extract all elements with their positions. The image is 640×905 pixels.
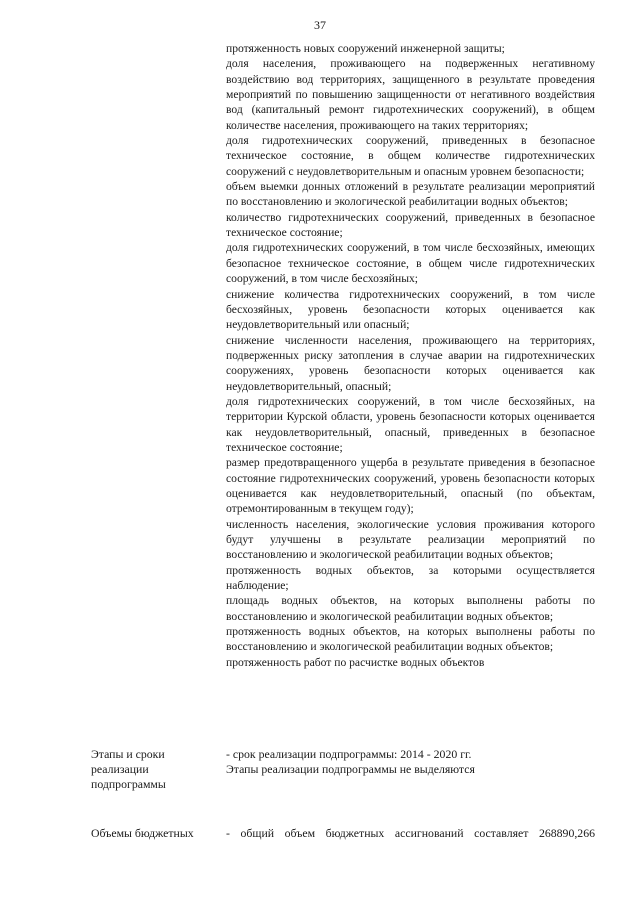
indicator-item: размер предотвращенного ущерба в результате приведения в безопасное состояние гидротехнических сооружений, уровень безопасности которых оценивается как неудовлетворительный, опасный (по объектам, отремонтированным в текущем году); bbox=[226, 456, 595, 516]
stages-label-line: реализации bbox=[91, 762, 149, 776]
budget-value-line: - общий объем бюджетных ассигнований составляет 268890,266 bbox=[226, 826, 595, 840]
indicator-item: протяженность работ по расчистке водных объектов bbox=[226, 655, 485, 669]
page-number: 37 bbox=[314, 18, 326, 32]
stages-value-line: Этапы реализации подпрограммы не выделяются bbox=[226, 762, 475, 776]
indicator-item: снижение численности населения, проживающего на территориях, подверженных риску затопления в случае аварии на гидротехнических сооружениях, уровень безопасности которых оценивается как неудовлетворительный, опасный; bbox=[226, 333, 595, 393]
stages-value bbox=[226, 747, 595, 777]
stages-label-line: подпрограммы bbox=[91, 777, 166, 791]
indicator-item: снижение количества гидротехнических сооружений, в том числе бесхозяйных, уровень безопасности которых оценивается как неудовлетворительный или опасный; bbox=[226, 287, 595, 332]
stages-value-line: - срок реализации подпрограммы: 2014 - 2020 гг. bbox=[226, 747, 472, 761]
indicator-item: доля населения, проживающего на подверженных негативному воздействию вод территориях, защищенного в результате проведения мероприятий по повышению защищенности от негативного воздействия вод (капитальный ремонт гидротехнических сооружений), в общем количестве населения, проживающего на таких территориях; bbox=[226, 57, 595, 132]
indicator-item: доля гидротехнических сооружений, приведенных в безопасное техническое состояние, в общем количестве гидротехнических сооружений с неудовлетворительным и опасным уровнем безопасности; bbox=[226, 134, 595, 178]
indicator-list bbox=[226, 41, 595, 670]
indicator-item: доля гидротехнических сооружений, в том числе бесхозяйных, на территории Курской области, уровень безопасности которых оценивается как неудовлетворительный, опасный, приведенных в безопасное техническое состояние; bbox=[226, 394, 595, 454]
indicator-item: площадь водных объектов, на которых выполнены работы по восстановлению и экологической реабилитации водных объектов; bbox=[226, 594, 595, 623]
budget-label bbox=[91, 826, 211, 841]
indicator-item: протяженность водных объектов, на которых выполнены работы по восстановлению и экологической реабилитации водных объектов; bbox=[226, 625, 595, 654]
stages-label-line: Этапы и сроки bbox=[91, 747, 165, 761]
indicator-item: объем выемки донных отложений в результате реализации мероприятий по восстановлению и экологической реабилитации водных объектов; bbox=[226, 180, 595, 209]
indicator-item: численность населения, экологические условия проживания которого будут улучшены в результате реализации мероприятий по восстановлению и экологической реабилитации водных объектов; bbox=[226, 517, 595, 562]
indicator-item: количество гидротехнических сооружений, приведенных в безопасное техническое состояние; bbox=[226, 210, 595, 240]
indicator-item: протяженность водных объектов, за которыми осуществляется наблюдение; bbox=[226, 563, 595, 593]
indicator-item: протяженность новых сооружений инженерной защиты; bbox=[226, 42, 505, 55]
budget-label-line: Объемы бюджетных bbox=[91, 826, 194, 840]
indicator-item: доля гидротехнических сооружений, в том числе бесхозяйных, имеющих безопасное техническое состояние, в общем числе гидротехнических сооружений, в том числе бесхозяйных; bbox=[226, 241, 595, 286]
stages-label bbox=[91, 747, 211, 792]
budget-value bbox=[226, 826, 595, 841]
